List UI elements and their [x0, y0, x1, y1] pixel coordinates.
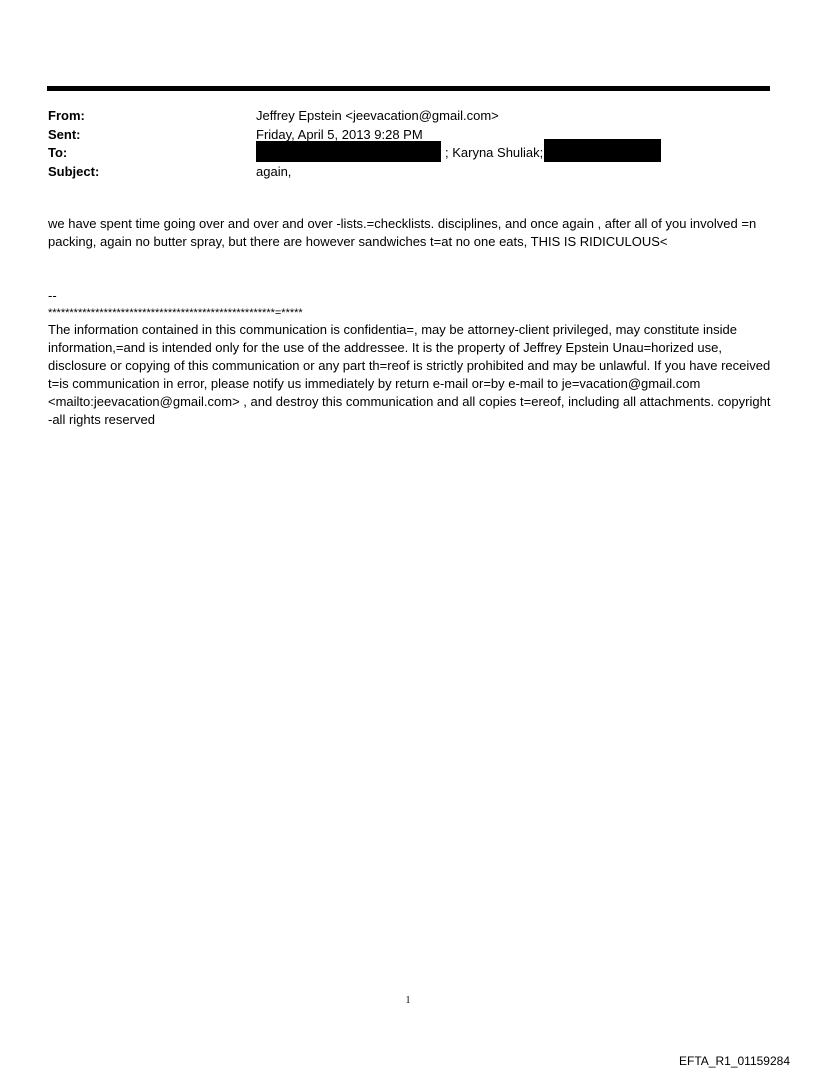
- email-header: [48, 107, 768, 181]
- to-value: [256, 144, 661, 163]
- signature-stars: *****************************************************=*****: [48, 307, 303, 319]
- document-id: EFTA_R1_01159284: [679, 1054, 790, 1068]
- page-number: 1: [405, 995, 411, 1006]
- to-recipient-name: ; Karyna Shuliak;: [445, 145, 544, 160]
- email-body: [48, 215, 773, 251]
- subject-value: again,: [256, 163, 292, 179]
- sent-label: Sent:: [48, 126, 81, 142]
- subject-label: Subject:: [48, 163, 100, 179]
- to-row: [48, 144, 768, 163]
- signature-dashes: --: [48, 288, 57, 303]
- redaction-box: [256, 141, 441, 162]
- redaction-box: [544, 139, 661, 162]
- from-label: From:: [48, 108, 85, 123]
- subject-row: [48, 163, 768, 182]
- from-value: Jeffrey Epstein <jeevacation@gmail.com>: [256, 108, 499, 123]
- sent-value: Friday, April 5, 2013 9:28 PM: [256, 126, 423, 142]
- to-label: To:: [48, 145, 68, 160]
- signature-block: [48, 287, 773, 429]
- disclaimer-text: The information contained in this communication is confidentia=, may be attorney-client privileged, may constitute inside information,=and is intended only for the use of the addressee. It is the property of Jeffrey Epstein Unau=horized use, disclosure or copying of this communication or any part th=reof is strictly prohibited and may be unlawful. If you have received t=is communication in error, please notify us immediately by return e-mail or=by e-mail to je=vacation@gmail.com <mailto:jeevacation@gmail.com> , and destroy this communication and all copies t=ereof, including all attachments. copyright -all rights reserved: [48, 322, 771, 427]
- header-rule: [47, 86, 770, 91]
- body-paragraph: we have spent time going over and over and over -lists.=checklists. disciplines, and once again , after all of you involved =n packing, again no butter spray, but there are however sandwiches t=at no one eats, THIS IS RIDICULOUS<: [48, 216, 757, 249]
- from-row: [48, 107, 768, 126]
